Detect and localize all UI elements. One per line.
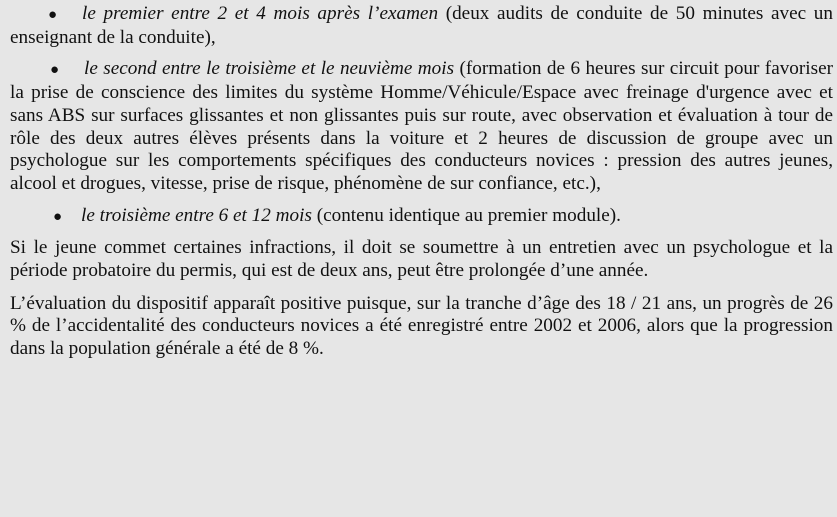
infractions-paragraph: Si le jeune commet certaines infractions, il doit se soumettre à un entretien avec un psychologue et la période probatoire du permis, qui est de deux ans, peut être prolongée d’une année. xyxy=(10,237,833,282)
second-module-description: (formation de 6 heures sur circuit pour favoriser la prise de conscience des limites du système Homme/Véhicule/Espace avec freinage d'urgence avec et sans ABS sur surfaces glissantes et non glissantes puis sur route, avec observation et évaluation à tour de rôle des deux autres élèves présents dans la voiture et 2 heures de discussion de groupe avec un psychologue sur les comportements spécifiques des conducteurs novices : pression des autres jeunes, alcool et drogues, vitesse, prise de risque, phénomène de sur confiance, etc.), xyxy=(10,58,833,194)
third-module-description: (contenu identique au premier module). xyxy=(311,204,621,226)
second-module-timing: le second entre le troisième et le neuvième mois xyxy=(84,58,455,80)
bullet-icon: ● xyxy=(48,7,58,23)
first-module-timing: le premier entre 2 et 4 mois après l’examen xyxy=(82,3,439,24)
bullet-item-third-module xyxy=(10,205,833,229)
bullet-item-second-module xyxy=(10,58,833,195)
third-module-timing: le troisième entre 6 et 12 mois xyxy=(81,204,312,226)
evaluation-paragraph: L’évaluation du dispositif apparaît positive puisque, sur la tranche d’âge des 18 / 21 ans, un progrès de 26 % de l’accidentalité des conducteurs novices a été enregistré entre 2002 et 2006, alors que la progression dans la population générale a été de 8 %. xyxy=(10,292,833,360)
bullet-icon: ● xyxy=(50,62,60,79)
first-module-description: (deux audits de conduite de 50 minutes avec un enseignant de la conduite), xyxy=(10,3,833,48)
bullet-icon: ● xyxy=(53,208,63,225)
bullet-item-first-module xyxy=(10,3,833,49)
